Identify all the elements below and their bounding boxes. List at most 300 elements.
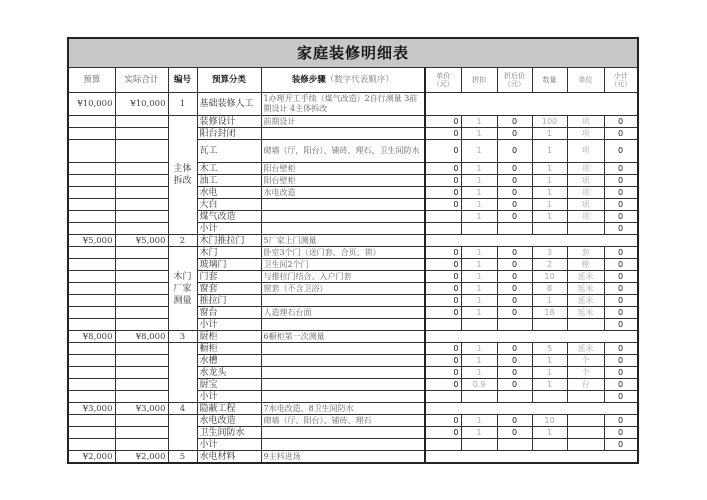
- budget-cell[interactable]: ¥5,000: [68, 235, 115, 247]
- disc-price[interactable]: 0: [497, 211, 532, 223]
- unit-price[interactable]: 0: [425, 116, 461, 128]
- disc-price[interactable]: 0: [497, 259, 532, 271]
- empty-cell[interactable]: [497, 319, 532, 331]
- quantity[interactable]: 10: [532, 415, 567, 427]
- disc-price[interactable]: 0: [497, 355, 532, 367]
- empty-cell[interactable]: [68, 211, 115, 223]
- disc-price[interactable]: 0: [497, 415, 532, 427]
- quantity[interactable]: 1: [532, 355, 567, 367]
- discount[interactable]: 1: [461, 163, 497, 175]
- empty-cell[interactable]: [68, 439, 115, 451]
- empty-cell[interactable]: [68, 187, 115, 199]
- quantity[interactable]: 100: [532, 116, 567, 128]
- empty-cell[interactable]: [68, 223, 115, 235]
- quantity[interactable]: 10: [532, 271, 567, 283]
- empty-cell[interactable]: [461, 319, 497, 331]
- empty-cell[interactable]: [425, 403, 638, 415]
- empty-cell[interactable]: [115, 211, 168, 223]
- unit-price[interactable]: 0: [425, 175, 461, 187]
- quantity[interactable]: 3: [532, 247, 567, 259]
- empty-cell[interactable]: [115, 307, 168, 319]
- empty-cell[interactable]: [115, 199, 168, 211]
- empty-cell[interactable]: [567, 439, 604, 451]
- disc-price[interactable]: 0: [497, 163, 532, 175]
- number-cell[interactable]: 3: [168, 331, 197, 343]
- discount[interactable]: 1: [461, 295, 497, 307]
- actual-cell[interactable]: ¥2,000: [115, 451, 168, 464]
- actual-cell[interactable]: ¥8,000: [115, 331, 168, 343]
- discount[interactable]: 1: [461, 128, 497, 140]
- quantity[interactable]: 1: [532, 211, 567, 223]
- empty-cell[interactable]: [497, 391, 532, 403]
- quantity[interactable]: 1: [532, 187, 567, 199]
- disc-price[interactable]: 0: [497, 283, 532, 295]
- disc-price[interactable]: 0: [497, 295, 532, 307]
- item-desc[interactable]: 人造理石台面: [261, 307, 425, 319]
- unit-price[interactable]: 0: [425, 307, 461, 319]
- empty-cell[interactable]: [261, 391, 425, 403]
- empty-cell[interactable]: [532, 439, 567, 451]
- item-desc[interactable]: 窗套（不含卫浴）: [261, 283, 425, 295]
- empty-cell[interactable]: [261, 439, 425, 451]
- empty-cell[interactable]: [115, 427, 168, 439]
- item-name[interactable]: 窗台: [197, 307, 261, 319]
- item-row: [68, 128, 638, 140]
- empty-cell[interactable]: [497, 439, 532, 451]
- subtotal[interactable]: 0: [604, 259, 638, 271]
- discount[interactable]: 1: [461, 427, 497, 439]
- subtotal[interactable]: 0: [604, 319, 638, 331]
- disc-price[interactable]: 0: [497, 343, 532, 355]
- quantity[interactable]: 1: [532, 175, 567, 187]
- empty-cell[interactable]: [68, 128, 115, 140]
- steps-cell[interactable]: 5厂家上门测量: [261, 235, 425, 247]
- item-name: 小计: [197, 319, 261, 331]
- empty-cell[interactable]: [68, 319, 115, 331]
- subtotal-row: [68, 319, 638, 331]
- empty-cell[interactable]: [532, 223, 567, 235]
- subtotal[interactable]: 0: [604, 379, 638, 391]
- empty-cell[interactable]: [115, 247, 168, 259]
- item-desc[interactable]: [261, 211, 425, 223]
- item-name[interactable]: 玻璃门: [197, 259, 261, 271]
- disc-price[interactable]: 0: [497, 116, 532, 128]
- item-row: [68, 140, 638, 163]
- empty-cell[interactable]: [425, 391, 461, 403]
- item-name[interactable]: 阳台封闭: [197, 128, 261, 140]
- item-row: [68, 163, 638, 175]
- empty-cell[interactable]: [115, 295, 168, 307]
- item-row: [68, 116, 638, 128]
- unit-price[interactable]: 0: [425, 415, 461, 427]
- discount[interactable]: 1: [461, 355, 497, 367]
- disc-price[interactable]: 0: [497, 427, 532, 439]
- discount[interactable]: 0.9: [461, 379, 497, 391]
- unit[interactable]: 项: [567, 163, 604, 175]
- unit-price[interactable]: 0: [425, 140, 461, 163]
- empty-cell[interactable]: [115, 343, 168, 355]
- unit-price[interactable]: 0: [425, 343, 461, 355]
- subtotal[interactable]: 0: [604, 247, 638, 259]
- unit[interactable]: 项: [567, 116, 604, 128]
- disc-price[interactable]: 0: [497, 367, 532, 379]
- number-cell[interactable]: 1: [168, 93, 197, 116]
- discount[interactable]: 1: [461, 175, 497, 187]
- unit[interactable]: 项: [567, 140, 604, 163]
- category-cell[interactable]: 水电材料: [197, 451, 261, 464]
- item-row: [68, 283, 638, 295]
- empty-cell[interactable]: [68, 116, 115, 128]
- discount[interactable]: 1: [461, 199, 497, 211]
- empty-cell[interactable]: [68, 163, 115, 175]
- subtotal[interactable]: 0: [604, 355, 638, 367]
- unit-price[interactable]: 0: [425, 187, 461, 199]
- unit[interactable]: 项: [567, 211, 604, 223]
- empty-cell[interactable]: [425, 235, 638, 247]
- unit-price[interactable]: 0: [425, 247, 461, 259]
- empty-cell[interactable]: [261, 223, 425, 235]
- empty-cell[interactable]: [532, 391, 567, 403]
- item-desc[interactable]: [261, 367, 425, 379]
- item-name[interactable]: 橱柜: [197, 343, 261, 355]
- empty-cell[interactable]: [68, 427, 115, 439]
- header-steps-note: （数字代表顺序）: [325, 75, 394, 85]
- number-cell[interactable]: 5: [168, 451, 197, 464]
- item-name[interactable]: 水龙头: [197, 367, 261, 379]
- item-name[interactable]: 煤气改造: [197, 211, 261, 223]
- header-discounted-price: 折后价（元）: [497, 68, 532, 93]
- unit[interactable]: 樘: [567, 259, 604, 271]
- budget-cell[interactable]: ¥10,000: [68, 93, 115, 116]
- item-name[interactable]: 大白: [197, 199, 261, 211]
- item-desc[interactable]: [261, 295, 425, 307]
- empty-cell[interactable]: [567, 319, 604, 331]
- item-desc[interactable]: [261, 379, 425, 391]
- unit-price[interactable]: 0: [425, 271, 461, 283]
- item-desc[interactable]: 前期设计: [261, 116, 425, 128]
- unit[interactable]: 项: [567, 175, 604, 187]
- subtotal[interactable]: 0: [604, 271, 638, 283]
- disc-price[interactable]: 0: [497, 379, 532, 391]
- empty-cell[interactable]: [68, 415, 115, 427]
- discount[interactable]: 1: [461, 259, 497, 271]
- subtotal[interactable]: 0: [604, 223, 638, 235]
- empty-cell[interactable]: [425, 451, 638, 464]
- empty-cell[interactable]: [68, 391, 115, 403]
- quantity[interactable]: 1: [532, 295, 567, 307]
- item-row: [68, 271, 638, 283]
- unit-price[interactable]: 0: [425, 163, 461, 175]
- unit[interactable]: 项: [567, 128, 604, 140]
- disc-price[interactable]: 0: [497, 199, 532, 211]
- unit-price[interactable]: 0: [425, 295, 461, 307]
- quantity[interactable]: 8: [532, 283, 567, 295]
- sheet-title: 家庭装修明细表: [68, 38, 638, 68]
- empty-cell[interactable]: [115, 319, 168, 331]
- item-desc[interactable]: 阳台壁柜: [261, 175, 425, 187]
- header-row: [68, 68, 638, 93]
- item-name[interactable]: 窗套: [197, 283, 261, 295]
- category-cell[interactable]: 隐蔽工程: [197, 403, 261, 415]
- discount[interactable]: 1: [461, 367, 497, 379]
- empty-cell[interactable]: [567, 391, 604, 403]
- unit[interactable]: 延米: [567, 307, 604, 319]
- item-name[interactable]: 门套: [197, 271, 261, 283]
- subtotal[interactable]: 0: [604, 175, 638, 187]
- quantity[interactable]: 1: [532, 140, 567, 163]
- disc-price[interactable]: 0: [497, 271, 532, 283]
- item-desc[interactable]: [261, 343, 425, 355]
- item-row: [68, 367, 638, 379]
- subtotal-row: [68, 223, 638, 235]
- empty-cell[interactable]: [261, 319, 425, 331]
- quantity[interactable]: 1: [532, 379, 567, 391]
- item-desc[interactable]: 水电改造: [261, 187, 425, 199]
- discount[interactable]: 1: [461, 187, 497, 199]
- empty-cell[interactable]: [68, 140, 115, 163]
- item-name[interactable]: 卫生间防水: [197, 427, 261, 439]
- subtotal-row: [68, 439, 638, 451]
- unit-price[interactable]: 0: [425, 199, 461, 211]
- item-name[interactable]: 水电改造: [197, 415, 261, 427]
- subtotal[interactable]: 0: [604, 439, 638, 451]
- empty-cell[interactable]: [425, 331, 638, 343]
- subtotal[interactable]: 0: [604, 343, 638, 355]
- item-desc[interactable]: [261, 128, 425, 140]
- item-name[interactable]: 水电: [197, 187, 261, 199]
- item-desc[interactable]: [261, 199, 425, 211]
- budget-cell[interactable]: ¥8,000: [68, 331, 115, 343]
- item-name[interactable]: 瓦工: [197, 140, 261, 163]
- empty-cell[interactable]: [461, 223, 497, 235]
- empty-cell[interactable]: [461, 391, 497, 403]
- steps-cell[interactable]: 7水电改造、8卫生间防水: [261, 403, 425, 415]
- unit-price[interactable]: 0: [425, 427, 461, 439]
- empty-cell[interactable]: [115, 163, 168, 175]
- category-cell[interactable]: 厨柜: [197, 331, 261, 343]
- item-name[interactable]: 装修设计: [197, 116, 261, 128]
- item-desc[interactable]: [261, 427, 425, 439]
- empty-cell[interactable]: [115, 439, 168, 451]
- actual-cell[interactable]: ¥3,000: [115, 403, 168, 415]
- item-name[interactable]: 推拉门: [197, 295, 261, 307]
- subtotal[interactable]: 0: [604, 163, 638, 175]
- empty-cell[interactable]: [68, 355, 115, 367]
- header-subtotal: 小计（元）: [604, 68, 638, 93]
- discount[interactable]: 1: [461, 283, 497, 295]
- subtotal[interactable]: 0: [604, 415, 638, 427]
- item-desc[interactable]: 砌墙（厅、阳台）、铺砖、理石: [261, 415, 425, 427]
- disc-price[interactable]: 0: [497, 187, 532, 199]
- disc-price[interactable]: 0: [497, 247, 532, 259]
- unit[interactable]: 个: [567, 355, 604, 367]
- unit[interactable]: 项: [567, 187, 604, 199]
- empty-cell[interactable]: [115, 283, 168, 295]
- empty-cell[interactable]: [115, 415, 168, 427]
- empty-cell[interactable]: [68, 343, 115, 355]
- discount[interactable]: 1: [461, 271, 497, 283]
- quantity[interactable]: 1: [532, 427, 567, 439]
- unit-price[interactable]: [425, 211, 461, 223]
- quantity[interactable]: 1: [532, 128, 567, 140]
- empty-cell[interactable]: [115, 128, 168, 140]
- header-steps-label: 装修步骤: [291, 75, 326, 85]
- discount[interactable]: 1: [461, 343, 497, 355]
- item-desc[interactable]: 卫生间2个门: [261, 259, 425, 271]
- empty-cell[interactable]: [68, 367, 115, 379]
- disc-price[interactable]: 0: [497, 140, 532, 163]
- budget-cell[interactable]: ¥2,000: [68, 451, 115, 464]
- item-desc[interactable]: 卧室3个门（送门套、合页、锁）: [261, 247, 425, 259]
- discount[interactable]: 1: [461, 307, 497, 319]
- empty-cell[interactable]: [68, 307, 115, 319]
- unit[interactable]: [567, 415, 604, 427]
- subtotal[interactable]: 0: [604, 295, 638, 307]
- item-row: [68, 343, 638, 355]
- empty-cell[interactable]: [68, 199, 115, 211]
- empty-cell[interactable]: [497, 223, 532, 235]
- item-row: [68, 295, 638, 307]
- subtotal[interactable]: 0: [604, 187, 638, 199]
- item-row: [68, 199, 638, 211]
- item-desc[interactable]: 阳台壁柜: [261, 163, 425, 175]
- item-row: [68, 307, 638, 319]
- quantity[interactable]: 5: [532, 343, 567, 355]
- discount[interactable]: 1: [461, 415, 497, 427]
- discount[interactable]: 1: [461, 247, 497, 259]
- empty-cell[interactable]: [115, 259, 168, 271]
- vertical-label: 木门厂家测量: [168, 247, 197, 331]
- item-name[interactable]: 木门: [197, 247, 261, 259]
- unit[interactable]: 延米: [567, 271, 604, 283]
- budget-cell[interactable]: ¥3,000: [68, 403, 115, 415]
- steps-cell[interactable]: 9主料进场: [261, 451, 425, 464]
- item-row: [68, 211, 638, 223]
- disc-price[interactable]: 0: [497, 128, 532, 140]
- item-desc[interactable]: [261, 355, 425, 367]
- unit-price[interactable]: 0: [425, 379, 461, 391]
- unit-price[interactable]: 0: [425, 259, 461, 271]
- subtotal[interactable]: 0: [604, 427, 638, 439]
- item-name[interactable]: 水槽: [197, 355, 261, 367]
- number-cell[interactable]: 4: [168, 403, 197, 415]
- empty-cell[interactable]: [68, 259, 115, 271]
- subtotal[interactable]: 0: [604, 116, 638, 128]
- empty-cell[interactable]: [115, 223, 168, 235]
- subtotal[interactable]: 0: [604, 391, 638, 403]
- unit[interactable]: [567, 427, 604, 439]
- subtotal[interactable]: 0: [604, 199, 638, 211]
- subtotal[interactable]: 0: [604, 307, 638, 319]
- empty-cell[interactable]: [68, 271, 115, 283]
- actual-cell[interactable]: ¥5,000: [115, 235, 168, 247]
- unit[interactable]: 延米: [567, 343, 604, 355]
- unit[interactable]: 个: [567, 367, 604, 379]
- unit[interactable]: 套: [567, 247, 604, 259]
- unit[interactable]: 延米: [567, 283, 604, 295]
- steps-cell[interactable]: 6橱柜第一次测量: [261, 331, 425, 343]
- vertical-label: [168, 343, 197, 403]
- empty-cell[interactable]: [567, 223, 604, 235]
- disc-price[interactable]: 0: [497, 175, 532, 187]
- unit-price[interactable]: 0: [425, 283, 461, 295]
- item-row: [68, 379, 638, 391]
- quantity[interactable]: 2: [532, 259, 567, 271]
- category-cell[interactable]: 基础装修人工: [197, 93, 261, 116]
- empty-cell[interactable]: [115, 116, 168, 128]
- header-steps: [261, 68, 425, 93]
- empty-cell[interactable]: [425, 93, 638, 116]
- number-cell[interactable]: 2: [168, 235, 197, 247]
- empty-cell[interactable]: [68, 379, 115, 391]
- empty-cell[interactable]: [68, 295, 115, 307]
- discount[interactable]: 1: [461, 211, 497, 223]
- header-unit: 单位: [567, 68, 604, 93]
- empty-cell[interactable]: [115, 271, 168, 283]
- item-row: [68, 355, 638, 367]
- empty-cell[interactable]: [115, 391, 168, 403]
- subtotal[interactable]: 0: [604, 283, 638, 295]
- discount[interactable]: 1: [461, 116, 497, 128]
- renovation-detail-sheet: [67, 37, 637, 464]
- unit-price[interactable]: 0: [425, 355, 461, 367]
- empty-cell[interactable]: [115, 187, 168, 199]
- item-name[interactable]: 厨宝: [197, 379, 261, 391]
- empty-cell[interactable]: [68, 283, 115, 295]
- quantity[interactable]: 18: [532, 307, 567, 319]
- actual-cell[interactable]: ¥10,000: [115, 93, 168, 116]
- item-name[interactable]: 木工: [197, 163, 261, 175]
- quantity[interactable]: 1: [532, 367, 567, 379]
- subtotal[interactable]: 0: [604, 211, 638, 223]
- empty-cell[interactable]: [425, 319, 461, 331]
- empty-cell[interactable]: [115, 140, 168, 163]
- empty-cell[interactable]: [115, 355, 168, 367]
- subtotal[interactable]: 0: [604, 140, 638, 163]
- unit-price[interactable]: 0: [425, 367, 461, 379]
- steps-cell[interactable]: 1办理开工手续（煤气改造）2自行测量 3前期设计 4主体拆改: [261, 93, 425, 116]
- unit[interactable]: 台: [567, 379, 604, 391]
- empty-cell[interactable]: [425, 439, 461, 451]
- item-desc[interactable]: 砌墙（厅，阳台）、铺砖、理石、卫生间防水: [261, 140, 425, 163]
- item-name: 小计: [197, 439, 261, 451]
- vertical-label: [168, 415, 197, 451]
- item-name[interactable]: 油工: [197, 175, 261, 187]
- unit-price[interactable]: 0: [425, 128, 461, 140]
- empty-cell[interactable]: [68, 247, 115, 259]
- group-row-3: [68, 331, 638, 343]
- subtotal[interactable]: 0: [604, 128, 638, 140]
- discount[interactable]: 1: [461, 140, 497, 163]
- empty-cell[interactable]: [115, 379, 168, 391]
- category-cell[interactable]: 木门推拉门: [197, 235, 261, 247]
- empty-cell[interactable]: [425, 223, 461, 235]
- empty-cell[interactable]: [532, 319, 567, 331]
- disc-price[interactable]: 0: [497, 307, 532, 319]
- unit[interactable]: 项: [567, 199, 604, 211]
- empty-cell[interactable]: [461, 439, 497, 451]
- item-name: 小计: [197, 391, 261, 403]
- item-desc[interactable]: 与推拉门结合、入户门套: [261, 271, 425, 283]
- subtotal[interactable]: 0: [604, 367, 638, 379]
- item-row: [68, 415, 638, 427]
- quantity[interactable]: 1: [532, 163, 567, 175]
- quantity[interactable]: 1: [532, 199, 567, 211]
- empty-cell[interactable]: [115, 367, 168, 379]
- unit[interactable]: 延米: [567, 295, 604, 307]
- empty-cell[interactable]: [68, 175, 115, 187]
- empty-cell[interactable]: [115, 175, 168, 187]
